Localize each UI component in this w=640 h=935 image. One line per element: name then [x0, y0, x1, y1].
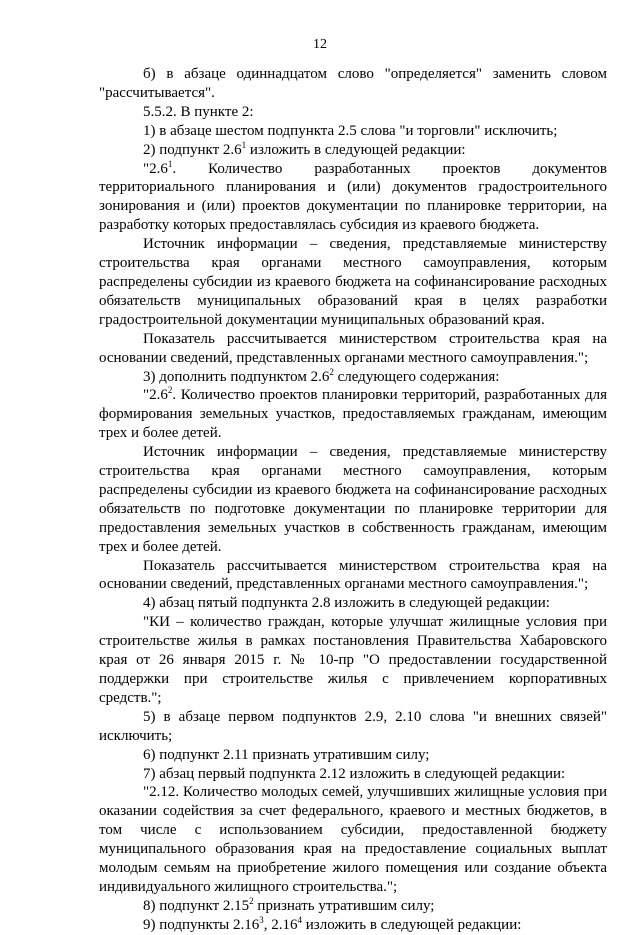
paragraph-text: изложить в следующей редакции:: [302, 916, 522, 933]
paragraph-text: б) в абзаце одиннадцатом слово "определяется" заменить словом "рассчитывается".: [99, 66, 607, 101]
paragraph-text: , 2.16: [263, 916, 298, 933]
paragraph: [99, 160, 607, 236]
paragraph-text: Источник информации – сведения, представляемые министерству строительства края органами местного самоуправления, которым распределены субсидии из краевого бюджета на софинансирование расходных обязательств по подготовке документации по планировке территории для предоставления земельных участков в собственность гражданам, имеющим трех и более детей.: [99, 444, 607, 555]
paragraph-text: 6) подпункт 2.11 признать утратившим силу;: [143, 746, 430, 763]
paragraph: [99, 916, 607, 935]
paragraph-text: "2.6: [143, 160, 168, 177]
paragraph: [99, 897, 607, 916]
paragraph: [99, 235, 607, 330]
paragraph: [99, 783, 607, 896]
superscript-index: 1: [167, 158, 173, 169]
paragraph-text: "2.6: [143, 387, 168, 404]
paragraph-text: 2) подпункт 2.6: [143, 141, 242, 158]
paragraph-text: 7) абзац первый подпункта 2.12 изложить в следующей редакции:: [143, 765, 566, 782]
paragraph: [99, 765, 607, 784]
paragraph-text: Источник информации – сведения, представляемые министерству строительства края органами местного самоуправления, которым распределены субсидии из краевого бюджета на софинансирование расходных обязательств муниципальных образований края в целях разработки градостроительной документации муниципальных образований края.: [99, 236, 607, 328]
paragraph-text: 5.5.2. В пункте 2:: [143, 103, 254, 120]
paragraph: [99, 613, 607, 708]
document-body: [99, 65, 607, 935]
paragraph-text: 9) подпункты 2.16: [143, 916, 260, 933]
superscript-index: 1: [241, 139, 247, 150]
paragraph: [99, 368, 607, 387]
paragraph-text: . Количество разработанных проектов документов территориального планирования и (или) документов градостроительного зонирования и (или) проектов документации по планировке территории, на разработку которых предоставлялась субсидия из краевого бюджета.: [99, 160, 607, 234]
page-number: 12: [313, 37, 327, 52]
paragraph-text: 3) дополнить подпунктом 2.6: [143, 368, 330, 385]
paragraph-text: 4) абзац пятый подпункта 2.8 изложить в следующей редакции:: [143, 595, 550, 612]
superscript-index: 4: [297, 914, 302, 925]
paragraph: [99, 708, 607, 746]
paragraph-text: 8) подпункт 2.15: [143, 897, 250, 914]
paragraph-text: следующего содержания:: [333, 368, 500, 385]
paragraph-text: Показатель рассчитывается министерством строительства края на основании сведений, представленных органами местного самоуправления.";: [99, 557, 607, 593]
paragraph-text: 5) в абзаце первом подпунктов 2.9, 2.10 слова "и внешних связей" исключить;: [99, 708, 607, 744]
paragraph: [99, 557, 607, 595]
paragraph-text: признать утратившим силу;: [253, 897, 435, 914]
paragraph: [99, 386, 607, 443]
paragraph-text: 1) в абзаце шестом подпункта 2.5 слова "и торговли" исключить;: [143, 122, 558, 139]
paragraph-text: "КИ – количество граждан, которые улучшат жилищные условия при строительстве жилья в рамках постановления Правительства Хабаровского края от 26 января 2015 г. № 10-пр "О предоставлении государственной поддержки при строительстве жилья с привлечением корпоративных средств.";: [99, 614, 607, 706]
paragraph: [99, 65, 607, 103]
superscript-index: 2: [329, 366, 334, 377]
paragraph: [99, 330, 607, 368]
paragraph: [99, 122, 607, 141]
paragraph: [99, 443, 607, 556]
paragraph-text: . Количество проектов планировки территорий, разработанных для формирования земельных участков, предоставляемых гражданам, имеющим трех и более детей.: [99, 387, 607, 442]
superscript-index: 3: [259, 914, 264, 925]
paragraph-text: Показатель рассчитывается министерством строительства края на основании сведений, представленных органами местного самоуправления.";: [99, 330, 607, 366]
paragraph-text: "2.12. Количество молодых семей, улучшивших жилищные условия при оказании содействия за счет федерального, краевого и местных бюджетов, в том числе с использованием субсидии, предоставленной бюджету муниципального образования края на предоставление социальных выплат молодым семьям на приобретение жилого помещения или создание объекта индивидуального жилищного строительства.";: [99, 784, 607, 895]
paragraph: [99, 594, 607, 613]
paragraph: [99, 103, 607, 122]
paragraph: [99, 746, 607, 765]
paragraph: [99, 141, 607, 160]
paragraph-text: изложить в следующей редакции:: [246, 141, 466, 158]
superscript-index: 2: [249, 895, 254, 906]
superscript-index: 2: [167, 385, 173, 396]
